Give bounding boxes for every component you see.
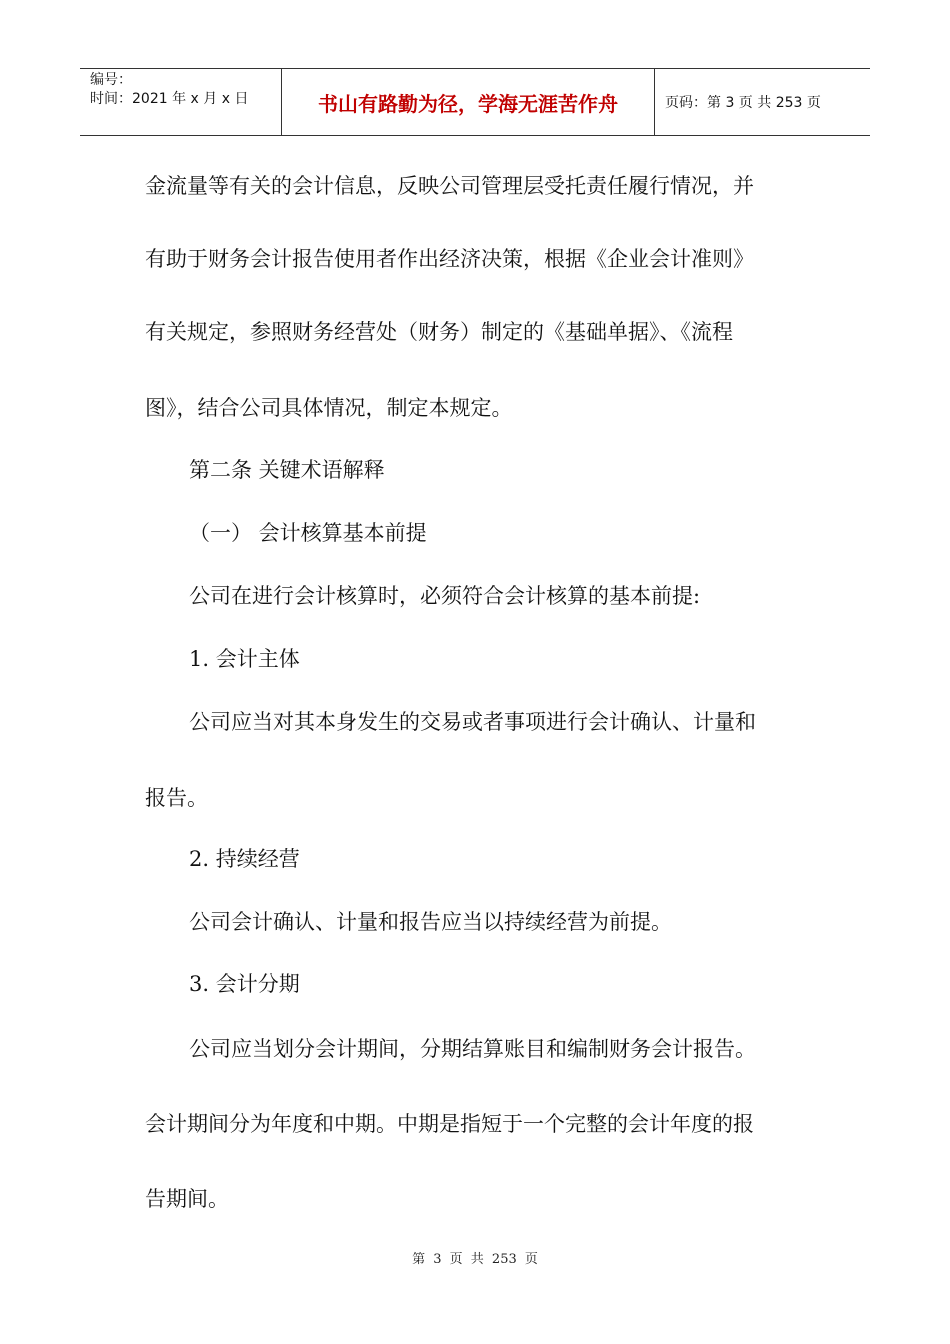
paragraph-line: 金流量等有关的会计信息，反映公司管理层受托责任履行情况，并 [145,174,754,198]
paragraph-line: 公司会计确认、计量和报告应当以持续经营为前提。 [189,910,672,934]
item-heading: 1. 会计主体 [189,647,300,671]
date-label: 时间：2021 年 x 月 x 日 [90,91,249,107]
header-motto: 书山有路勤为径，学海无涯苦作舟 [281,69,655,135]
paragraph-line: 公司在进行会计核算时，必须符合会计核算的基本前提: [189,584,701,608]
doc-number-label: 编号： [90,72,132,88]
item-heading: 2. 持续经营 [189,847,300,871]
paragraph-line: 公司应当对其本身发生的交易或者事项进行会计确认、计量和 [189,710,756,734]
paragraph-line: 报告。 [145,786,208,810]
item-heading: 3. 会计分期 [189,972,300,996]
subsection-heading: （一） 会计核算基本前提 [189,521,427,545]
page-footer: 第 3 页 共 253 页 [412,1252,538,1267]
paragraph-line: 公司应当划分会计期间，分期结算账目和编制财务会计报告。 [189,1037,756,1061]
paragraph-line: 有关规定，参照财务经营处（财务）制定的《基础单据》、《流程 [145,320,733,344]
page-header [80,68,870,136]
paragraph-line: 有助于财务会计报告使用者作出经济决策，根据《企业会计准则》 [145,247,754,271]
header-meta [80,69,281,135]
paragraph-line: 告期间。 [145,1187,229,1211]
header-page-number: 页码：第 3 页 共 253 页 [665,95,821,111]
section-heading: 第二条 关键术语解释 [189,458,385,482]
paragraph-line: 会计期间分为年度和中期。中期是指短于一个完整的会计年度的报 [145,1112,754,1136]
paragraph-line: 图》，结合公司具体情况，制定本规定。 [145,396,513,420]
